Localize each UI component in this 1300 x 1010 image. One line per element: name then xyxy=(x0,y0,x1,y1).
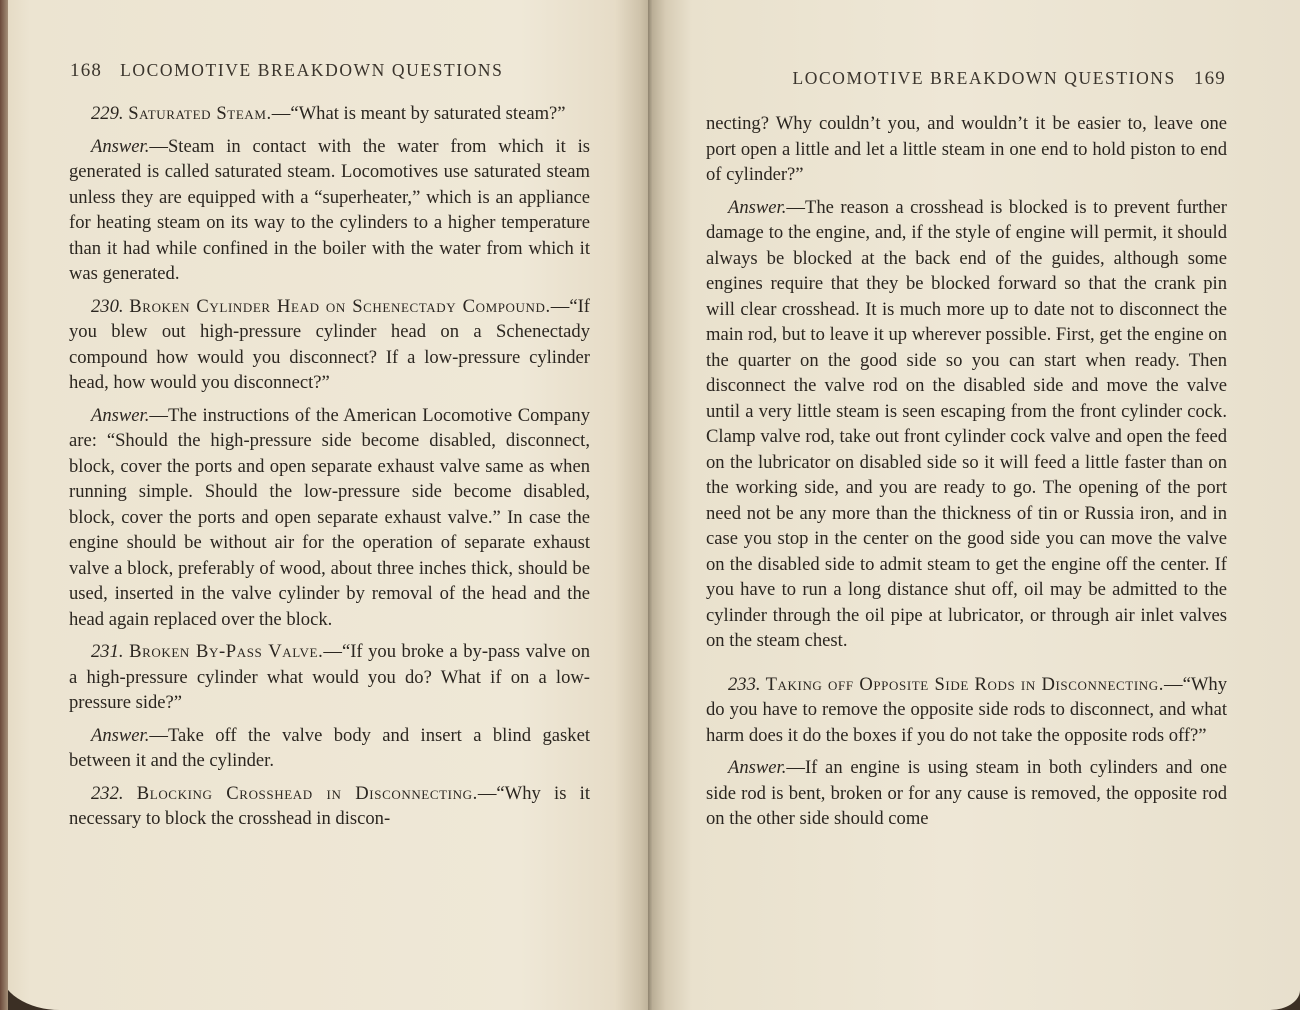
running-head-left xyxy=(70,60,504,82)
answer-text: —The instructions of the American Locomotive Company are: “Should the high-pressure side become disabled, disconnect, block, cover the ports and open separate exhaust valve same as when running simple. Should the low-pressure side become disabled, block, cover the ports and open separate exhaust valve.” In case the engine should be without air for the operation of separate exhaust valve a block, preferably of wood, about three inches thick, should be used, inserted in the valve cylinder by removal of the head and the head again replaced over the block. xyxy=(69,404,590,630)
question-paragraph xyxy=(69,294,590,396)
answer-paragraph xyxy=(69,723,590,774)
answer-paragraph xyxy=(706,195,1227,654)
running-head-title: LOCOMOTIVE BREAKDOWN QUESTIONS xyxy=(120,60,504,80)
question-paragraph xyxy=(706,672,1227,749)
question-text: —“Why is it necessary to block the crosshead in discon- xyxy=(69,782,590,829)
question-text: —“Why do you have to remove the opposite side rods to disconnect, and what harm does it do the boxes if you do not take the opposite rods off?” xyxy=(706,673,1227,746)
answer-label: Answer. xyxy=(91,404,150,426)
answer-label: Answer. xyxy=(728,196,787,218)
answer-paragraph xyxy=(69,134,590,287)
question-number: 231. xyxy=(91,641,124,662)
answer-text: —Take off the valve body and insert a blind gasket between it and the cylinder. xyxy=(69,724,590,771)
question-number: 229. xyxy=(91,103,124,124)
answer-text: —If an engine is using steam in both cylinders and one side rod is bent, broken or for any cause is removed, the opposite rod on the other side should come xyxy=(706,757,1227,829)
answer-paragraph xyxy=(706,755,1227,832)
book-edge xyxy=(0,0,8,1010)
question-number: 232. xyxy=(91,782,124,804)
answer-label: Answer. xyxy=(91,135,150,157)
question-text: —“What is meant by saturated steam?” xyxy=(271,103,566,124)
question-paragraph xyxy=(69,781,590,832)
question-heading: Broken By-Pass Valve. xyxy=(129,641,324,662)
question-paragraph xyxy=(69,101,590,127)
page-number: 168 xyxy=(70,60,103,81)
right-page xyxy=(652,0,1300,1010)
question-text: —“If you broke a by-pass valve on a high-pressure cylinder what would you do? What if on a low-pressure side?” xyxy=(69,641,590,713)
answer-text: —The reason a crosshead is blocked is to prevent further damage to the engine, and, if the style of engine will permit, it should always be blocked at the back end of the guides, although some engines require that they be blocked forward so that the crank pin will clear crosshead. It is much more up to date not to disconnect the main rod, but to leave it up wherever possible. First, get the engine on the quarter on the good side so you can start when ready. Then disconnect the valve rod on the disabled side and move the valve until a very little steam is seen escaping from the front cylinder cock. Clamp valve rod, take out front cylinder cock valve and open the feed on the lubricator on disabled side so it will feed a little faster than on the working side, and you are ready to go. The opening of the port need not be any more than the thickness of tin or Russia iron, and in case you stop in the center on the good side you can move the valve on the disabled side to admit steam to get the engine off the center. If you have to run a long distance shut off, oil may be admitted to the cylinder through the oil pipe at lubricator, or through air inlet valves on the steam chest. xyxy=(706,196,1227,651)
question-paragraph xyxy=(69,639,590,716)
question-heading: Taking off Opposite Side Rods in Disconnecting. xyxy=(765,673,1164,695)
answer-paragraph xyxy=(69,403,590,633)
running-head-right xyxy=(792,68,1226,90)
question-heading: Broken Cylinder Head on Schenectady Compound. xyxy=(129,295,551,317)
page-number: 169 xyxy=(1193,68,1226,89)
question-continuation: necting? Why couldn’t you, and wouldn’t it be easier to, leave one port open a little and let a little steam in one end to hold piston to end of cylinder?” xyxy=(706,113,1227,185)
answer-label: Answer. xyxy=(728,757,787,778)
question-heading: Blocking Crosshead in Disconnecting. xyxy=(136,782,478,804)
page-body-left xyxy=(69,101,590,839)
answer-text: —Steam in contact with the water from which it is generated is called saturated steam. Locomotives use saturated steam unless they are equipped with a “superheater,” which is an appliance for heating steam on its way to the cylinders to a higher temperature than it had while confined in the boiler with the water from which it was generated. xyxy=(69,135,590,284)
page-body-right xyxy=(706,111,1227,839)
running-head-title: LOCOMOTIVE BREAKDOWN QUESTIONS xyxy=(792,68,1176,88)
question-number: 230. xyxy=(91,295,124,317)
question-number: 233. xyxy=(728,673,761,695)
question-text: —“If you blew out high-pressure cylinder head on a Schenectady compound how would you disconnect? If a low-pressure cylinder head, how would you disconnect?” xyxy=(69,295,590,393)
question-heading: Saturated Steam. xyxy=(128,103,272,124)
answer-label: Answer. xyxy=(91,724,150,746)
